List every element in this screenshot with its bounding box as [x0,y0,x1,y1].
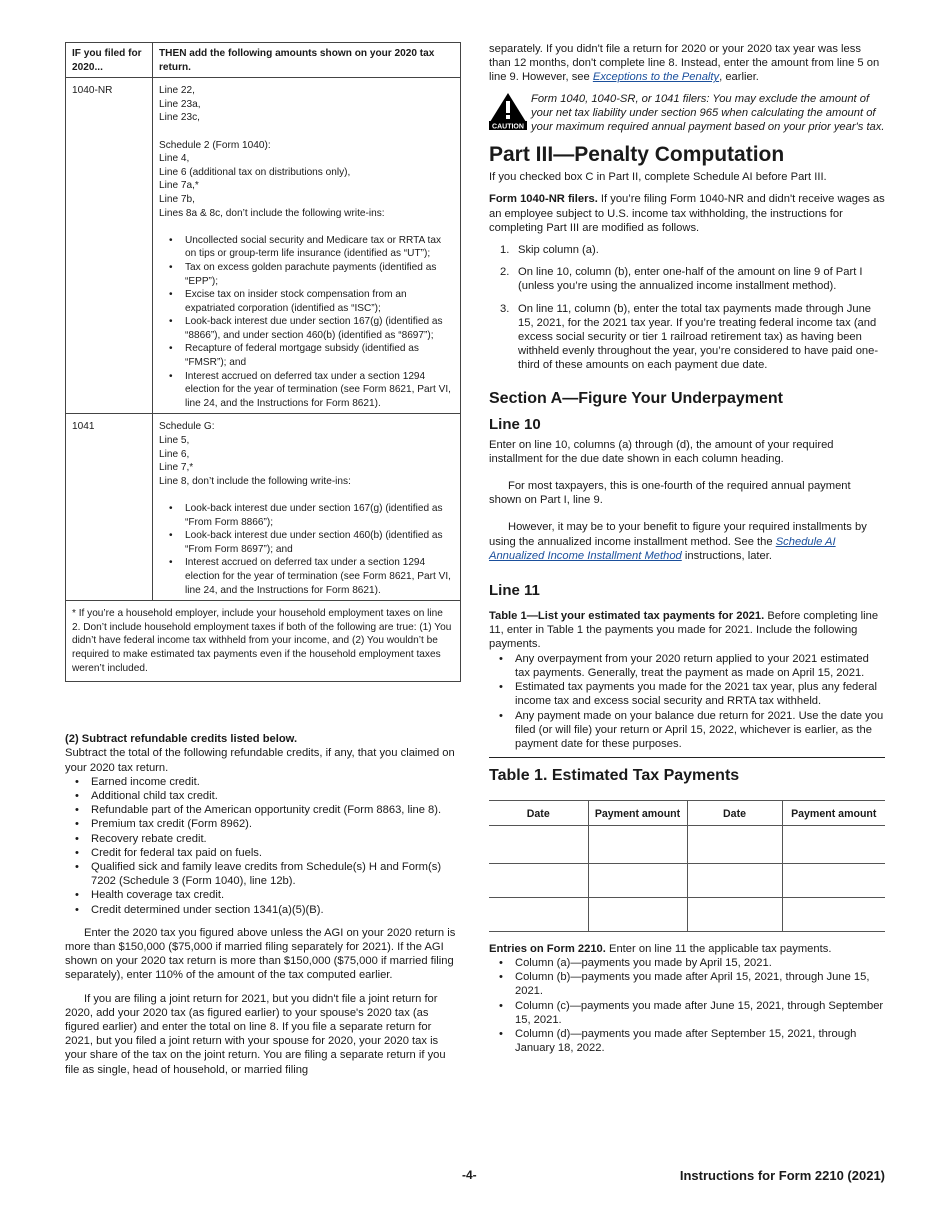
form-1040nr-text: If you’re filing Form 1040-NR and didn't receive wages as an employee subject to U.S. income tax withholding, the instructions for completing Part III are modified as follows. [489,193,885,234]
step-number: 1. [500,244,510,257]
table-1-title: Table 1. Estimated Tax Payments [489,767,740,785]
table-1-lead: Table 1—List your estimated tax payments for 2021. [489,610,765,623]
continued-end: , earlier. [719,71,759,84]
line-item: Line 5, [159,435,190,447]
header-then-add: THEN add the following amounts shown on your 2020 tax return. [153,43,461,78]
line-10-title: Line 10 [489,415,541,433]
payment-cell[interactable] [588,863,687,897]
write-in-list [159,502,454,597]
estimated-payments-table [489,800,885,932]
table-row [489,825,885,863]
line-item: Line 7,* [159,462,194,474]
agi-paragraph: Enter the 2020 tax you figured above unless the AGI on your 2020 return is more than $150,000 ($75,000 if married filing separately for 2021). If the AGI shown on your 2020 tax return is more than $150,000 ($75,000 if married filing separately), enter 110% of the amount of the tax computed earlier. [65,926,456,982]
list-item: • Estimated tax payments you made for the 2021 tax year, plus any federal income tax and excess social security and RRTA tax withheld. [489,680,885,708]
table-row [489,897,885,931]
payment-cell[interactable] [489,897,588,931]
line-10-annualized [489,520,885,563]
line-item: Line 4, [159,153,190,165]
refundable-credits-heading: (2) Subtract refundable credits listed below. [65,733,298,746]
step-text: On line 10, column (b), enter one-half of the amount on line 9 of Part I (unless you’re using the annualized income installment method). [518,266,863,293]
list-item: • Any overpayment from your 2020 return applied to your 2021 estimated tax payments. Generally, treat the payment as made on April 15, 2021. [489,652,885,680]
list-item: • Interest accrued on deferred tax under a section 1294 election for the year of termination (see Form 8621, Part VI, line 24, and the Instructions for Form 8621). [159,556,454,597]
filing-table [65,42,461,682]
form-1040nr-filers [489,192,885,235]
list-item: • Additional child tax credit. [65,789,461,803]
refundable-credits-intro: Subtract the total of the following refundable credits, if any, that you claimed on your 2020 tax return. [65,747,455,774]
payment-cell[interactable] [687,863,782,897]
payment-cell[interactable] [687,825,782,863]
payment-cell[interactable] [782,825,885,863]
list-item: • Look-back interest due under section 167(g) (identified as “From Form 8866”); [159,502,454,529]
payment-cell[interactable] [687,897,782,931]
amounts-1040nr [153,78,461,414]
list-item: • Uncollected social security and Medicare tax or RRTA tax on tips or group-term life insurance (identified as “UT”); [159,234,454,261]
line-item: Line 23a, [159,98,201,110]
modified-steps-list [489,243,885,373]
entries-lead: Entries on Form 2210. [489,942,606,955]
footer-title: Instructions for Form 2210 (2021) [679,1168,885,1183]
list-item: • Column (b)—payments you made after April 15, 2021, through June 15, 2021. [489,970,885,998]
payment-cell[interactable] [588,897,687,931]
caution-text: Form 1040, 1040-SR, or 1041 filers: You may exclude the amount of your net tax liability under section 965 when calculating the amount of your maximum required annual payment based on your prior year's tax. [531,92,885,134]
table-row [66,414,461,601]
line-item: Line 8, don’t include the following write-ins: [159,475,351,487]
form-1040nr-lead: Form 1040-NR filers. [489,193,598,206]
form-name-1040nr: 1040-NR [66,78,153,414]
list-item: • Column (c)—payments you made after June 15, 2021, through September 15, 2021. [489,999,885,1027]
step-text: On line 11, column (b), enter the total tax payments made through June 15, 2021, for the 2021 tax year. If you’re treating federal income tax (and excess social security or tier 1 railroad retirement tax) as having been withheld evenly throughout the year, you’re considered to have paid one-third of these amounts on each payment due date. [518,302,879,372]
continued-paragraph [489,42,885,85]
annualized-text: However, it may be to your benefit to figure your required installments by using the annualized income installment method. See the [489,521,867,548]
payment-cell[interactable] [588,825,687,863]
table-1-text: Before completing line 11, enter in Table 1 the payments you made for 2021. Include the following payments. [489,610,879,651]
list-item: • Qualified sick and family leave credits from Schedule(s) H and Form(s) 7202 (Schedule 3 (Form 1040), line 12b). [65,860,461,888]
list-item [489,265,885,293]
list-item: • Credit determined under section 1341(a)(5)(B). [65,903,461,917]
table-1-intro [489,609,885,652]
entries-text: Enter on line 11 the applicable tax payments. [605,942,832,955]
line-item: Line 22, [159,85,195,97]
table-row [489,863,885,897]
list-item: • Any payment made on your balance due return for 2021. Use the date you filed (or will file) your return or April 15, 2022, whichever is earlier, as the payment date for these purposes. [489,709,885,752]
list-item: • Earned income credit. [65,775,461,789]
schedule-ai-link[interactable]: Schedule AI Annualized Income Installment Method [489,535,836,562]
list-item: • Column (d)—payments you made after September 15, 2021, through January 18, 2022. [489,1027,885,1055]
list-item: • Look-back interest due under section 460(b) (identified as “From Form 8697”); and [159,529,454,556]
table-footnote-row [66,601,461,682]
part-iii-intro: If you checked box C in Part II, complete Schedule AI before Part III. [489,171,827,184]
col-payment-amount: Payment amount [588,801,687,826]
continued-text: separately. If you didn't file a return for 2020 or your 2020 tax year was less than 12 months, don't complete line 8. Instead, enter the amount from line 5 on line 9. However, see [489,43,880,84]
exceptions-link[interactable]: Exceptions to the Penalty [592,71,720,84]
step-number: 2. [500,266,510,279]
col-date: Date [687,801,782,826]
annualized-end: instructions, later. [681,549,772,562]
list-item: • Interest accrued on deferred tax under a section 1294 election for the year of termination (see Form 8621, Part VI, line 24, and the Instructions for Form 8621). [159,370,454,411]
line-item: Line 23c, [159,112,200,124]
list-item: • Tax on excess golden parachute payments (identified as “EPP”); [159,261,454,288]
refundable-credits-list [65,775,461,917]
estimated-payments-header [489,801,885,826]
line-10-most-taxpayers: For most taxpayers, this is one-fourth of the required annual payment shown on Part I, line 9. [489,480,851,507]
list-item: • Premium tax credit (Form 8962). [65,817,461,831]
form-name-1041: 1041 [66,414,153,601]
line-item: Schedule 2 (Form 1040): [159,139,271,151]
list-item: • Recovery rebate credit. [65,832,461,846]
payment-cell[interactable] [782,863,885,897]
part-iii-title: Part III—Penalty Computation [489,143,785,167]
page-number: -4- [462,1168,477,1182]
caution-note [489,92,885,135]
list-item: • Column (a)—payments you made by April 15, 2021. [489,956,885,970]
list-item: • Look-back interest due under section 167(g) (identified as “8866”), and under section 460(b) (identified as “8697”); [159,315,454,342]
line-item: Line 7a,* [159,180,199,192]
amounts-1041 [153,414,461,601]
line-item: Line 6, [159,448,190,460]
list-item: • Recapture of federal mortgage subsidy (identified as “FMSR”); and [159,342,454,369]
caution-label: CAUTION [492,122,524,130]
table-row [66,78,461,414]
list-item: • Credit for federal tax paid on fuels. [65,846,461,860]
payment-cell[interactable] [489,825,588,863]
list-item: • Refundable part of the American opportunity credit (Form 8863, line 8). [65,803,461,817]
list-item [489,243,885,257]
col-payment-amount: Payment amount [782,801,885,826]
step-text: Skip column (a). [518,244,599,257]
right-column [489,42,885,1055]
list-item: • Excise tax on insider stock compensation from an expatriated corporation (identified as “ISC”); [159,288,454,315]
col-date: Date [489,801,588,826]
household-employer-footnote: * If you’re a household employer, include your household employment taxes on line 2. Don’t include household employment taxes if both of the following are true: (1) You didn’t have federal income tax withheld from your income, and (2) You wouldn’t be required to make estimated tax payments even if the household employment taxes weren’t included. [66,601,461,682]
filing-table-header [66,43,461,78]
write-in-list [159,234,454,411]
joint-return-paragraph: If you are filing a joint return for 2021, but you didn't file a joint return for 2020, add your 2020 tax (as figured earlier) to your spouse's 2020 tax (as figured earlier) and enter the total on line 8. If you file a separate return for 2021, but you filed a joint return with your spouse for 2020, your 2020 tax is your share of the tax on the joint return. You are filing a separate return if you file as single, head of household, or married filing [65,992,446,1076]
payment-cell[interactable] [782,897,885,931]
caution-icon [489,92,527,130]
step-number: 3. [500,302,510,315]
payments-list [489,652,885,751]
section-a-title: Section A—Figure Your Underpayment [489,389,783,407]
line-item: Line 6 (additional tax on distributions only), [159,166,351,178]
line-item: Line 7b, [159,193,195,205]
header-if-filed: IF you filed for 2020... [66,43,153,78]
line-item: Lines 8a & 8c, don’t include the following write-ins: [159,207,385,219]
columns-list [489,956,885,1055]
line-item: Schedule G: [159,421,215,433]
line-10-paragraph: Enter on line 10, columns (a) through (d), the amount of your required installment for the due date shown in each column heading. [489,438,834,465]
list-item: • Health coverage tax credit. [65,888,461,902]
line-11-title: Line 11 [489,582,540,600]
entries-on-form-2210 [489,942,885,956]
list-item [489,302,885,373]
table-1-section [489,757,885,786]
left-column [65,42,461,1077]
payment-cell[interactable] [489,863,588,897]
